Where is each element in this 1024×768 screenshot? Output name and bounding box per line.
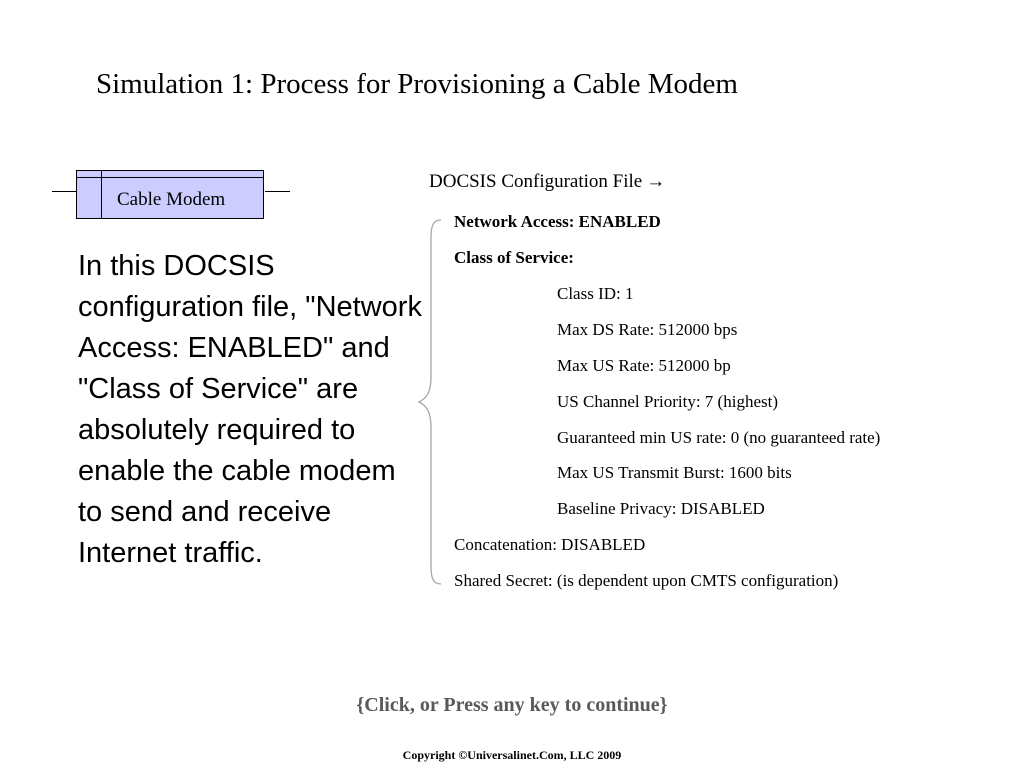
cfg-max-us-transmit-burst: Max US Transmit Burst: 1600 bits [557,463,792,482]
modem-top-stripe [77,177,263,178]
cfg-max-us-rate: Max US Rate: 512000 bp [557,356,731,375]
cfg-class-id: Class ID: 1 [557,284,634,303]
cfg-network-access: Network Access: ENABLED [454,212,661,231]
cfg-max-ds-rate: Max DS Rate: 512000 bps [557,320,738,339]
cfg-class-of-service: Class of Service: [454,248,574,267]
explanation-text: In this DOCSIS configuration file, "Network Access: ENABLED" and "Class of Service" are absolutely required to enable the cable modem to send and receive Internet traffic. [78,250,422,569]
cfg-shared-secret: Shared Secret: (is dependent upon CMTS configuration) [454,571,839,590]
config-heading-text: DOCSIS Configuration File [429,171,643,192]
modem-connector-right [265,191,290,192]
modem-divider [101,171,102,218]
curly-brace-icon [415,218,445,586]
cfg-us-channel-priority: US Channel Priority: 7 (highest) [557,392,778,411]
modem-connector-left [52,191,77,192]
continue-prompt[interactable]: {Click, or Press any key to continue} [356,694,668,716]
cfg-guaranteed-min-us-rate: Guaranteed min US rate: 0 (no guaranteed rate) [557,428,881,447]
cfg-concatenation: Concatenation: DISABLED [454,535,646,554]
slide-title: Simulation 1: Process for Provisioning a Cable Modem [96,68,738,100]
cable-modem-label: Cable Modem [117,189,226,210]
right-arrow-icon: → [646,171,666,192]
config-file-heading [429,171,665,193]
cable-modem-box [76,170,264,219]
cfg-baseline-privacy: Baseline Privacy: DISABLED [557,499,765,518]
copyright-notice: Copyright ©Universalinet.Com, LLC 2009 [402,748,622,762]
